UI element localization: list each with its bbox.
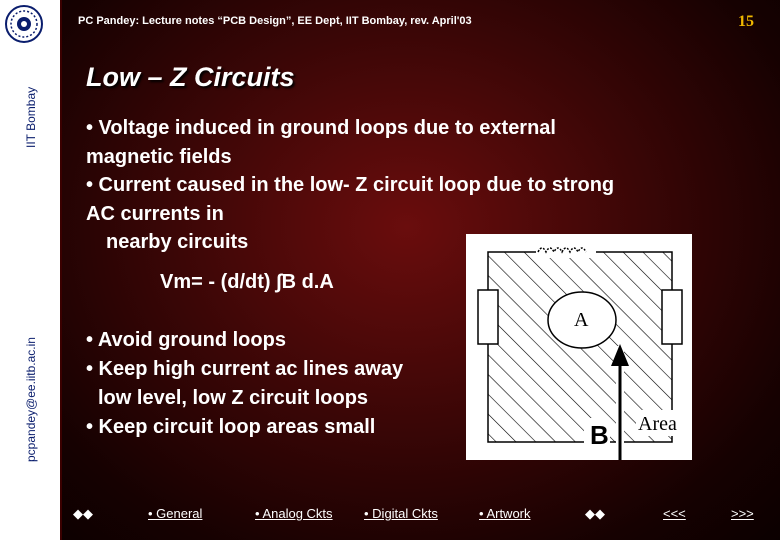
nav-next[interactable]: [731, 506, 754, 522]
bullet-block-2: [86, 326, 403, 442]
institute-label: IIT Bombay: [24, 86, 38, 148]
page-number: 15: [738, 13, 754, 30]
left-resistor-icon: [478, 290, 498, 344]
bullet-line: • Keep circuit loop areas small: [86, 416, 376, 438]
nav-prev-label[interactable]: <<<: [663, 506, 686, 521]
loop-diagram-svg: [466, 234, 692, 460]
label-area: Area: [638, 413, 677, 435]
loop-diagram: [466, 234, 692, 460]
nav-analog[interactable]: [255, 506, 335, 522]
nav-digital[interactable]: [364, 506, 444, 522]
nav-home-right[interactable]: ◆◆: [585, 506, 605, 521]
bullet-line: magnetic fields: [86, 145, 232, 168]
nav-general-label[interactable]: • General: [148, 506, 203, 521]
label-b: B: [590, 420, 609, 450]
sidebar: [0, 0, 60, 540]
nav-digital-label[interactable]: • Digital Ckts: [364, 506, 438, 521]
bullet-line: low level, low Z circuit loops: [98, 387, 369, 409]
nav-home-left[interactable]: ◆◆: [73, 506, 93, 521]
nav-artwork-label[interactable]: • Artwork: [479, 506, 531, 521]
bullet-line: • Voltage induced in ground loops due to external: [86, 117, 556, 139]
nav-artwork[interactable]: [479, 506, 531, 522]
bullet-line: • Keep high current ac lines away: [86, 358, 404, 380]
inductor-gap: [536, 244, 596, 258]
nav-analog-label[interactable]: • Analog Ckts: [255, 506, 333, 521]
iit-bombay-logo-icon: [4, 4, 44, 44]
bullet-line: • Current caused in the low- Z circuit loop due to strong: [86, 174, 615, 196]
bullet-line: nearby circuits: [106, 231, 249, 253]
equation: Vm= - (d/dt) ∫B d.A: [160, 271, 334, 293]
label-a: A: [574, 309, 589, 331]
bullet-line: • Avoid ground loops: [86, 329, 286, 351]
nav-general[interactable]: [148, 506, 202, 522]
nav-prev[interactable]: [663, 506, 686, 522]
email-label: pcpandey@ee.iitb.ac.in: [24, 337, 38, 462]
nav-next-label[interactable]: >>>: [731, 506, 754, 521]
right-resistor-icon: [662, 290, 682, 344]
bullet-line: AC currents in: [86, 202, 224, 225]
slide-title: Low – Z Circuits: [86, 62, 295, 92]
header-text: PC Pandey: Lecture notes “PCB Design”, EE Dept, IIT Bombay, rev. April'03: [78, 15, 472, 27]
